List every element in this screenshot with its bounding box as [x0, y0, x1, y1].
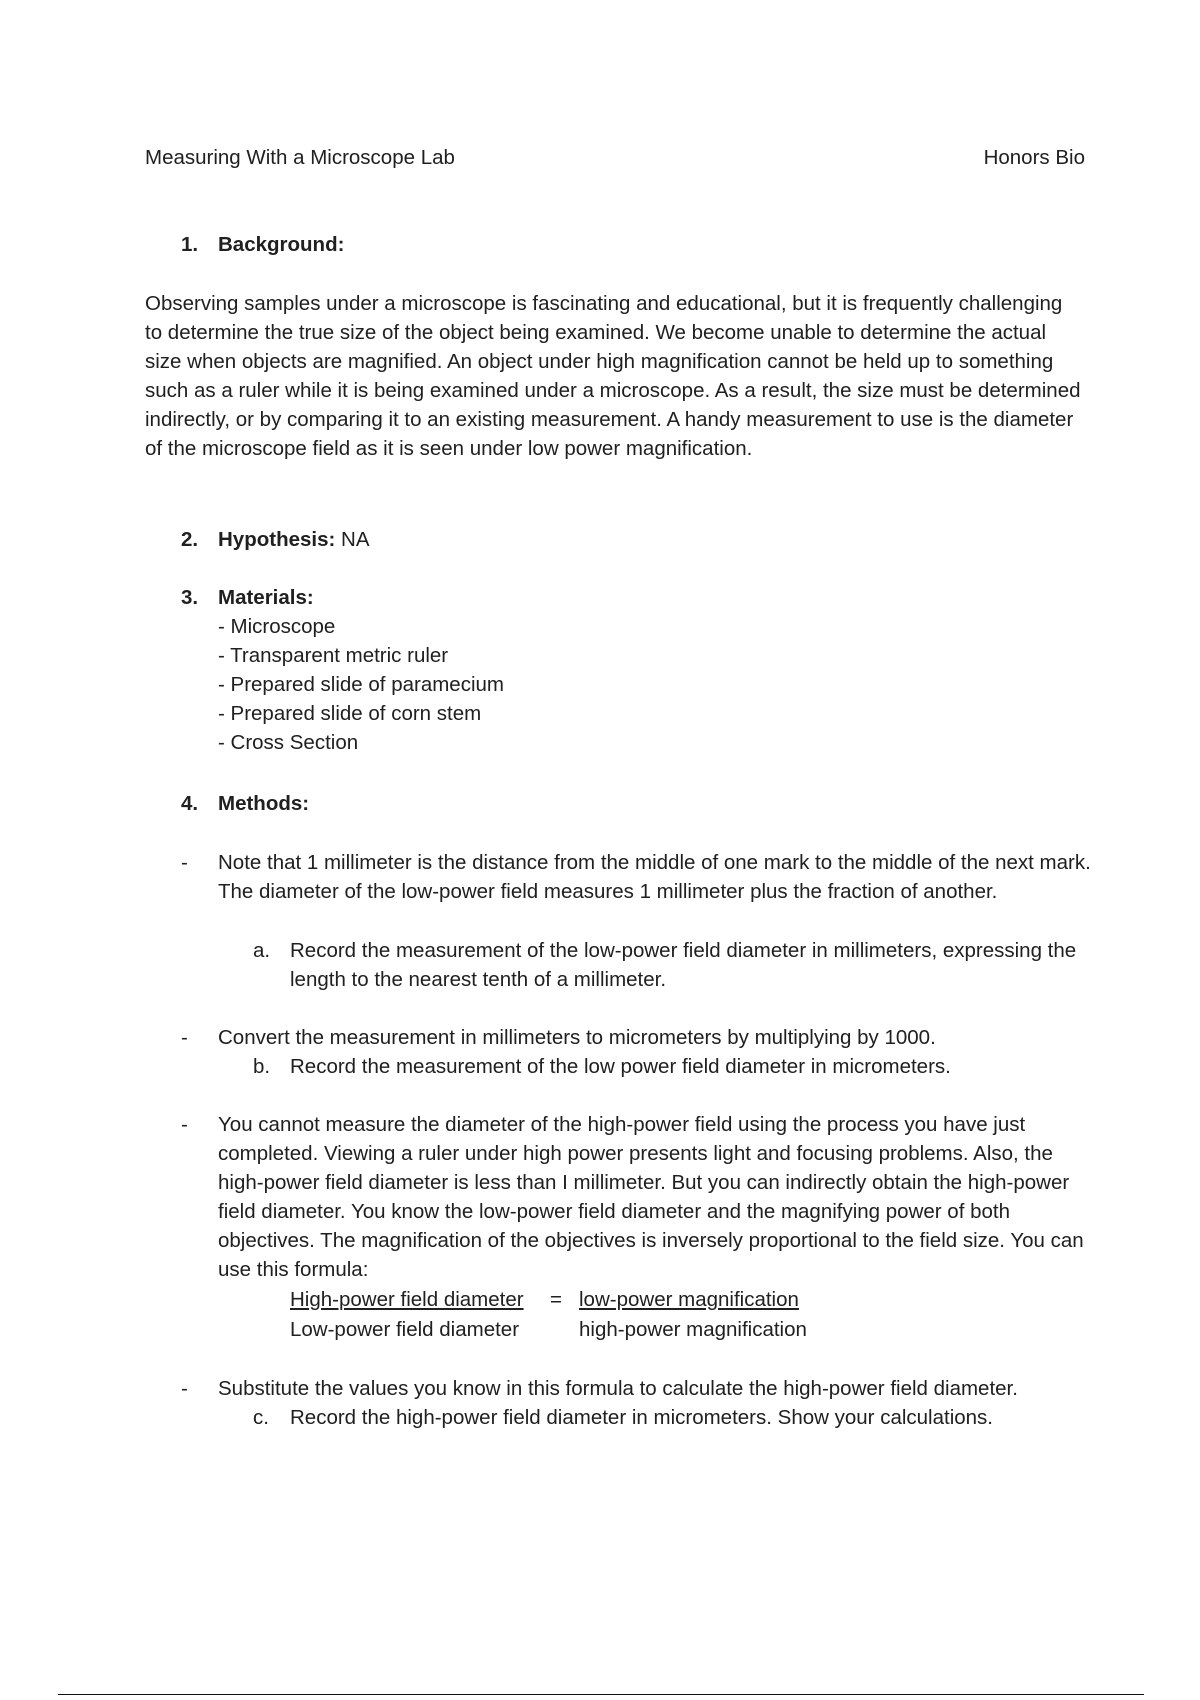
section-number: 4. [181, 792, 199, 815]
method-step-3 [181, 1110, 1091, 1284]
sub-step-text: Record the measurement of the low power field diameter in micrometers. [290, 1055, 951, 1078]
document-title: Measuring With a Microscope Lab [145, 146, 455, 169]
dash-bullet: - [181, 1026, 188, 1049]
formula-right-denominator: high-power magnification [579, 1318, 807, 1341]
formula-equals-sign: = [550, 1288, 562, 1311]
step-text: Substitute the values you know in this formula to calculate the high-power field diameter. [218, 1377, 1018, 1400]
sub-step-text: Record the high-power field diameter in micrometers. Show your calculations. [290, 1406, 994, 1429]
materials-list [218, 612, 504, 757]
hypothesis-value: NA [335, 528, 370, 551]
dash-bullet: - [181, 1113, 188, 1136]
list-item: - Prepared slide of corn stem [218, 702, 482, 725]
step-text: Convert the measurement in millimeters to micrometers by multiplying by 1000. [218, 1026, 936, 1049]
sub-step-letter: b. [253, 1055, 271, 1078]
sub-step-letter: c. [253, 1406, 269, 1429]
sub-step-letter: a. [253, 939, 271, 962]
list-item: - Cross Section [218, 731, 359, 754]
sub-step-a [253, 936, 1083, 994]
materials-heading [181, 583, 314, 612]
sub-step-b [253, 1052, 1083, 1081]
formula-left-denominator: Low-power field diameter [290, 1318, 520, 1341]
section-label: Materials: [218, 586, 314, 609]
step-text: You cannot measure the diameter of the high-power field using the process you have just completed. Viewing a ruler under high power presents light and focusing problems. Also, the high-power field diameter is less than I millimeter. But you can indirectly obtain the high-power field diameter. You know the low-power field diameter and the magnifying power of both objectives. The magnification of the objectives is inversely proportional to the field size. You can use this formula: [218, 1113, 1084, 1281]
formula-left-numerator: High-power field diameter [290, 1288, 524, 1311]
page-bottom-rule [58, 1694, 1144, 1695]
list-item: - Microscope [218, 615, 336, 638]
sub-step-text: Record the measurement of the low-power field diameter in millimeters, expressing the length to the nearest tenth of a millimeter. [290, 939, 1077, 991]
method-step-2 [181, 1023, 1091, 1052]
course-name: Honors Bio [983, 146, 1085, 169]
list-item: - Prepared slide of paramecium [218, 673, 504, 696]
section-label: Methods: [218, 792, 310, 815]
section-number: 2. [181, 528, 199, 551]
step-text: Note that 1 millimeter is the distance from the middle of one mark to the middle of the next mark. The diameter of the low-power field measures 1 millimeter plus the fraction of another. [218, 851, 1091, 903]
section-number: 1. [181, 233, 199, 256]
formula-right-numerator: low-power magnification [579, 1288, 799, 1311]
section-number: 3. [181, 586, 199, 609]
method-step-1 [181, 848, 1091, 906]
page-header [145, 143, 1085, 173]
sub-step-c [253, 1403, 1083, 1432]
methods-heading [181, 789, 309, 818]
background-paragraph: Observing samples under a microscope is fascinating and educational, but it is frequently challenging to determine the true size of the object being examined. We become unable to determine the actual size when objects are magnified. An object under high magnification cannot be held up to something such as a ruler while it is being examined under a microscope. As a result, the size must be determined indirectly, or by comparing it to an existing measurement. A handy measurement to use is the diameter of the microscope field as it is seen under low power magnification. [145, 292, 1081, 460]
dash-bullet: - [181, 851, 188, 874]
dash-bullet: - [181, 1377, 188, 1400]
hypothesis-heading [181, 525, 370, 554]
method-step-4 [181, 1374, 1091, 1403]
section-label: Hypothesis: [218, 528, 336, 551]
background-heading [181, 230, 344, 259]
section-label: Background: [218, 233, 345, 256]
list-item: - Transparent metric ruler [218, 644, 449, 667]
